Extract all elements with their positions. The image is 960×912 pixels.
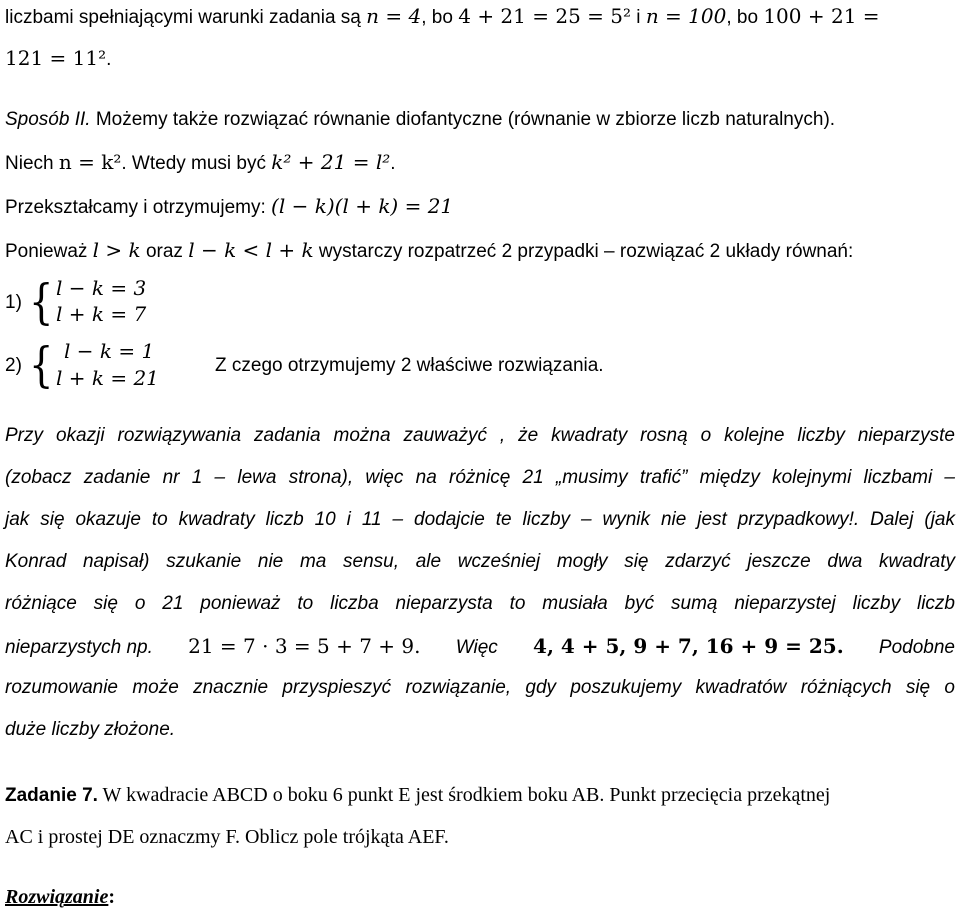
text: Podobne [878, 637, 955, 658]
paragraph-line-2: (zobacz zadanie nr 1 – lewa strona), więc na różnicę 21 „musimy trafić” między kolejnymi liczbami – [5, 467, 955, 488]
math-expr: n = 4 [366, 4, 422, 28]
solution-label: Rozwiązanie [5, 886, 109, 908]
line-3 [5, 108, 835, 132]
task-text: W kwadracie ABCD o boku 6 punkt E jest środkiem boku AB. Punkt przecięcia przekątnej [97, 784, 831, 806]
equation: l − k = 3 [56, 276, 147, 300]
paragraph-line-3: jak się okazuje to kwadraty liczb 10 i 11 – dodajcie te liczby – wynik nie jest przypadkowy!. Dalej (jak [5, 509, 955, 530]
line-5 [5, 194, 453, 220]
text: . [390, 153, 396, 174]
text: wystarczy rozpatrzeć 2 przypadki – rozwiązać 2 układy równań: [313, 241, 854, 262]
math-expr: 100 + 21 = [763, 4, 880, 28]
text: Przekształcamy i otrzymujemy: [5, 197, 272, 218]
task-line-2: AC i prostej DE oznaczmy F. Oblicz pole trójkąta AEF. [5, 826, 449, 848]
paragraph-line-8: duże liczby złożone. [5, 719, 176, 740]
math-expr: 121 = 11² [5, 46, 107, 70]
text: Ponieważ [5, 241, 93, 262]
text: . Wtedy musi być [121, 153, 272, 174]
text: Więc [455, 637, 498, 658]
math-expr: k² + 21 = l² [271, 150, 391, 174]
line-6 [5, 238, 853, 264]
text: , bo [726, 7, 764, 28]
math-expr: 21 = 7 · 3 = 5 + 7 + 9. [188, 634, 421, 658]
equation: l − k = 1 [64, 339, 155, 363]
left-brace-icon: { [29, 337, 54, 393]
colon: : [108, 886, 116, 908]
paragraph-line-6 [5, 634, 955, 660]
text: . [106, 49, 112, 70]
system-label: 2) [5, 355, 22, 376]
equation: l + k = 7 [56, 302, 147, 326]
math-expr: l > k [92, 238, 141, 262]
system-label: 1) [5, 292, 22, 313]
line-2 [5, 46, 111, 72]
text: liczbami spełniającymi warunki zadania są [5, 7, 367, 28]
left-brace-icon: { [29, 274, 54, 330]
solution-heading [5, 885, 115, 909]
math-expr: n = 100 [645, 4, 727, 28]
math-expr: 4, 4 + 5, 9 + 7, 16 + 9 = 25. [533, 634, 844, 658]
line-4 [5, 150, 396, 176]
text: nieparzystych np. [5, 637, 153, 658]
equation: l + k = 21 [56, 366, 159, 390]
text: Możemy także rozwiązać równanie diofantyczne (równanie w zbiorze liczb naturalnych). [90, 109, 836, 130]
task-label: Zadanie 7. [5, 785, 98, 806]
task-line-1 [5, 783, 830, 808]
paragraph-line-5: różniące się o 21 ponieważ to liczba nieparzysta to musiała być sumą nieparzystej liczby liczb [5, 593, 955, 614]
paragraph-line-7: rozumowanie może znacznie przyspieszyć rozwiązanie, gdy poszukujemy kwadratów różniących się o [5, 677, 955, 698]
math-expr: (l − k)(l + k) = 21 [271, 194, 454, 218]
text: oraz [140, 241, 189, 262]
text: , bo [421, 7, 459, 28]
math-expr: l − k < l + k [188, 238, 314, 262]
math-expr: n = k² [58, 150, 122, 174]
text: i [631, 7, 646, 28]
line-1 [5, 4, 880, 30]
paragraph-line-1: Przy okazji rozwiązywania zadania można zauważyć , że kwadraty rosną o kolejne liczby nieparzyste [5, 425, 955, 446]
text: Niech [5, 153, 59, 174]
paragraph-line-4: Konrad napisał) szukanie nie ma sensu, ale wcześniej mogły się zdarzyć jeszcze dwa kwadraty [5, 551, 955, 572]
math-expr: 4 + 21 = 25 = 5² [458, 4, 632, 28]
conclusion: Z czego otrzymujemy 2 właściwe rozwiązania. [215, 355, 604, 376]
method-label: Sposób II. [5, 109, 91, 130]
